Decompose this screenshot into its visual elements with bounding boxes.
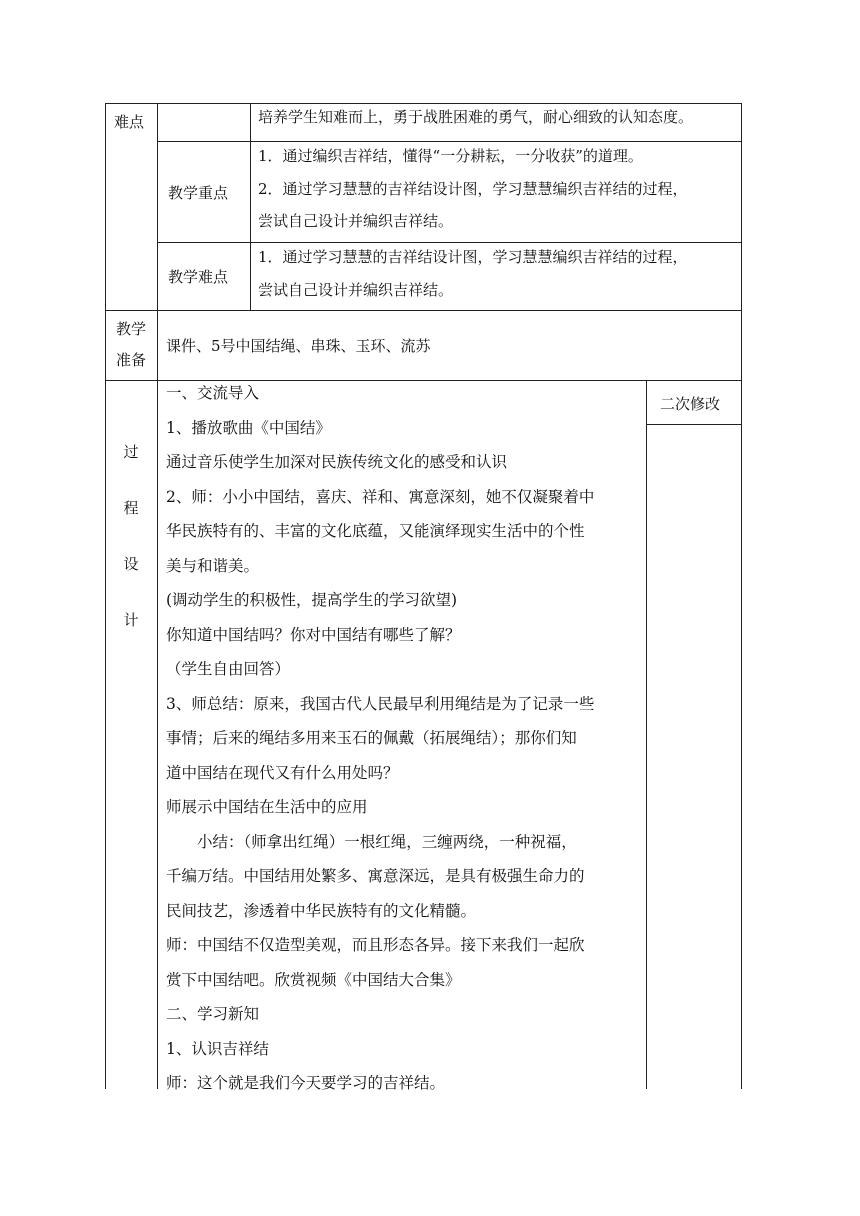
process-line: 华民族特有的、丰富的文化底蕴，又能演绎现实生活中的个性 <box>166 522 585 540</box>
row-divider-zhunbei-top <box>105 310 741 311</box>
guocheng-label-char-4: 计 <box>123 611 139 629</box>
subcell-divider <box>250 103 251 310</box>
process-line: 1、认识吉祥结 <box>166 1039 269 1058</box>
process-line: 赏下中国结吧。欣赏视频《中国结大合集》 <box>166 970 461 989</box>
process-line: 小结：（师拿出红绳）一根红绳，三缠两绕，一种祝福， <box>166 832 577 851</box>
revision-header-divider <box>646 424 741 425</box>
row-divider-zhongdian-top <box>157 141 741 142</box>
process-line: 你知道中国结吗？你对中国结有哪些了解？ <box>166 625 461 644</box>
table-top-border <box>105 103 741 104</box>
nandian-text: 培养学生知难而上，勇于战胜困难的勇气，耐心细致的认知态度。 <box>258 108 694 126</box>
process-line: 师展示中国结在生活中的应用 <box>166 798 368 816</box>
process-line: 3、师总结：原来，我国古代人民最早利用绳结是为了记录一些 <box>166 694 595 713</box>
zhongdian-line-3: 尝试自己设计并编织吉祥结。 <box>258 212 454 230</box>
process-line: 2、师：小小中国结，喜庆、祥和、寓意深刻，她不仅凝聚着中 <box>166 487 595 506</box>
process-line: 道中国结在现代又有什么用处吗？ <box>166 763 399 782</box>
process-line: 千编万结。中国结用处繁多、寓意深远，是具有极强生命力的 <box>166 867 585 885</box>
process-line: （学生自由回答） <box>166 660 291 678</box>
table-left-border <box>105 103 106 1089</box>
zhongdian-line-2: 2．通过学习慧慧的吉祥结设计图，学习慧慧编织吉祥结的过程， <box>258 180 688 198</box>
table-right-border <box>741 103 742 1089</box>
process-line: (调动学生的积极性，提高学生的学习欲望) <box>166 591 458 609</box>
label-column-divider <box>157 103 158 1089</box>
process-line: 民间技艺，渗透着中华民族特有的文化精髓。 <box>166 901 477 920</box>
jiaoxue-nandian-label: 教学难点 <box>168 268 229 286</box>
nandian-label: 难点 <box>114 113 145 131</box>
process-line: 1、播放歌曲《中国结》 <box>166 418 331 437</box>
zhunbei-label-line-2: 准备 <box>116 351 147 369</box>
revision-column-header: 二次修改 <box>660 395 721 413</box>
guocheng-label-char-1: 过 <box>123 443 139 461</box>
process-line: 师：中国结不仅造型美观，而且形态各异。接下来我们一起欣 <box>166 936 585 954</box>
jiaoxue-nandian-line-1: 1．通过学习慧慧的吉祥结设计图，学习慧慧编织吉祥结的过程， <box>258 248 688 266</box>
process-line: 事情；后来的绳结多用来玉石的佩戴（拓展绳结）；那你们知 <box>166 729 577 747</box>
process-line: 一、交流导入 <box>166 384 260 402</box>
zhunbei-text: 课件、5号中国结绳、串珠、玉环、流苏 <box>166 337 431 355</box>
process-line: 师：这个就是我们今天要学习的吉祥结。 <box>166 1074 446 1092</box>
guocheng-label-char-2: 程 <box>123 499 139 517</box>
zhunbei-label-line-1: 教学 <box>116 320 147 338</box>
process-line: 通过音乐使学生加深对民族传统文化的感受和认识 <box>166 453 508 471</box>
process-line: 美与和谐美。 <box>166 556 260 575</box>
zhongdian-label: 教学重点 <box>168 184 229 202</box>
row-divider-nandian-top <box>157 242 741 243</box>
process-line: 二、学习新知 <box>166 1005 260 1023</box>
revision-column-divider <box>646 380 647 1089</box>
zhongdian-line-1: 1．通过编织吉祥结，懂得“一分耕耘，一分收获”的道理。 <box>258 147 643 165</box>
process-design-body <box>166 376 594 1101</box>
guocheng-label-char-3: 设 <box>123 555 139 573</box>
jiaoxue-nandian-line-2: 尝试自己设计并编织吉祥结。 <box>258 281 454 299</box>
